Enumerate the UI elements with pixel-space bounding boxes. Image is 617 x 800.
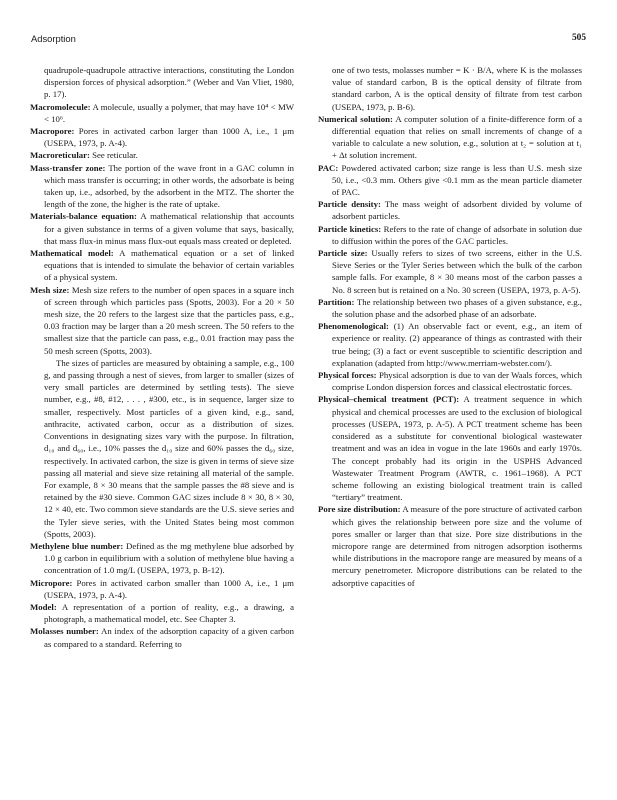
glossary-definition: Powdered activated carbon; size range is less than U.S. mesh size 50, i.e., <0.3 mm. Others give <0.1 mm as the mean particle diameter of PAC. xyxy=(332,162,582,198)
glossary-definition: A mathematical equation or a set of linked equations that is intended to simulate the behavior of certain variables of a physical system. xyxy=(44,248,294,283)
glossary-term: Mesh size: xyxy=(30,284,70,295)
glossary-entry xyxy=(318,296,582,320)
glossary-definition: Physical adsorption is due to van der Waals forces, which comprise London dispersion forces and classical electrostatic forces. xyxy=(332,370,582,393)
glossary-term: Mass-transfer zone: xyxy=(30,162,106,173)
page-number: 505 xyxy=(571,33,586,43)
glossary-term: Model: xyxy=(30,601,57,612)
glossary-term: Particle density: xyxy=(318,199,381,210)
glossary-term: Methylene blue number: xyxy=(30,540,124,551)
glossary-entry xyxy=(30,284,294,357)
glossary-term: Micropore: xyxy=(30,577,73,588)
glossary-definition: A computer solution of a finite-difference form of a differential equation that relies on small increments of change of a variable to calculate a new solution, e.g., solution at t₂ = solution at t₁ + Δt solution increment. xyxy=(332,113,582,161)
glossary-definition: The relationship between two phases of a given substance, e.g., the solution phase and the adsorbed phase of an adsorbate. xyxy=(332,296,582,320)
glossary-entry xyxy=(318,247,582,296)
right-column xyxy=(318,64,582,589)
glossary-entry xyxy=(318,369,582,393)
glossary-definition: Usually refers to sizes of two screens, either in the U.S. Sieve Series or the Tyler Series between which the bulk of the carbon sample falls. For example, 8 × 30 means most of the carbon passes a No. 8 screen but is retained on a No. 30 screen (USEPA, 1973, p. A-5). xyxy=(332,248,582,295)
glossary-entry xyxy=(30,601,294,625)
glossary-term: Physical–chemical treatment (PCT): xyxy=(318,394,460,405)
glossary-term: Particle size: xyxy=(318,248,368,259)
glossary-term: Physical forces: xyxy=(318,370,377,381)
glossary-term: Particle kinetics: xyxy=(318,223,382,234)
glossary-entry xyxy=(30,149,294,161)
glossary-definition: Pores in activated carbon larger than 1000 A, i.e., 1 μm (USEPA, 1973, p. A-4). xyxy=(44,126,294,149)
glossary-entry xyxy=(318,198,582,222)
glossary-entry xyxy=(318,503,582,588)
glossary-definition: Pores in activated carbon smaller than 1000 A, i.e., 1 μm (USEPA, 1973, p. A-4). xyxy=(44,577,294,600)
glossary-entry xyxy=(30,577,294,601)
glossary-definition: (1) An observable fact or event, e.g., an item of experience or reality. (2) appearance of things as contrasted with their true being; (3) a fact or event susceptible to scientific description and explanation (adapted from http://www.merriam-webster.com/). xyxy=(332,321,582,368)
glossary-entry xyxy=(30,125,294,149)
glossary-definition: Defined as the mg methylene blue adsorbed by 1.0 g carbon in equilibrium with a solution of methylene blue having a concentration of 1.0 mg/L (USEPA, 1973, p. B-12). xyxy=(44,540,295,576)
glossary-entry xyxy=(318,113,582,162)
glossary-term: Materials-balance equation: xyxy=(30,211,137,222)
continuation-text: quadrupole-quadrupole attractive interactions, constituting the London dispersion forces of physical adsorption.” (Weber and Van Vliet, 1980, p. 17). xyxy=(44,65,294,100)
glossary-entry xyxy=(30,625,294,649)
glossary-entry xyxy=(30,247,294,284)
glossary-term: Macropore: xyxy=(30,126,75,137)
continuation-text: one of two tests, molasses number = K · B/A, where K is the molasses value of standard carbon, B is the optical density of filtrate from standard carbon, A is the optical density of filtrate from test carbon (USEPA, 1973, p. B-6). xyxy=(332,65,582,112)
glossary-term: Pore size distribution: xyxy=(318,504,401,515)
left-column xyxy=(30,64,294,650)
glossary-definition: The portion of the wave front in a GAC column in which mass transfer is occurring; in other words, the adsorbate is being taken up, i.e., adsorbed, by the adsorbent in the MTZ. The shorter the length of the zone, the higher is the rate of uptake. xyxy=(44,162,295,210)
glossary-term: Phenomenological: xyxy=(318,321,389,332)
glossary-term: Macromolecule: xyxy=(30,101,91,112)
glossary-entry xyxy=(30,101,294,125)
glossary-term: PAC: xyxy=(318,162,339,173)
section-title: Adsorption xyxy=(31,33,76,44)
glossary-definition: A molecule, usually a polymer, that may have 10⁴ < MW < 10⁶. xyxy=(44,101,294,124)
glossary-definition: See reticular. xyxy=(89,150,138,161)
glossary-definition: A measure of the pore structure of activated carbon which gives the relationship between pore size and the volume of pores smaller or larger than that size. Pore size distributions in the micropore range are determined from nitrogen adsorption isotherms while distributions in the macropore range are measured by means of a mercury penetrometer. Micropore distributions can be related to the adsorptive capacities of xyxy=(332,504,582,588)
glossary-definition: Refers to the rate of change of adsorbate in solution due to diffusion within the pores of the GAC particles. xyxy=(332,223,582,246)
glossary-entry xyxy=(318,393,582,503)
glossary-term: Partition: xyxy=(318,296,355,307)
glossary-term: Numerical solution: xyxy=(318,113,393,124)
glossary-entry xyxy=(318,223,582,247)
glossary-definition: Mesh size refers to the number of open spaces in a square inch of screen through which particles pass (Spotts, 2003). For a 20 × 50 mesh size, the 20 refers to the largest size that the particles pass, e.g., 0.03 fraction may be larger than a 20 mesh screen. The 50 refers to the smallest size that the particle can pass, e.g., 0.01 fraction may pass the 50 mesh screen (Spotts, 2003). xyxy=(44,284,294,356)
glossary-term: Mathematical model: xyxy=(30,248,114,259)
running-header xyxy=(31,33,586,47)
glossary-entry xyxy=(30,540,294,577)
glossary-definition: A mathematical relationship that accounts for a given substance in terms of a given volume that says, basically, that mass flux-in minus mass flux-out equals mass created or depleted. xyxy=(44,211,294,246)
glossary-entry xyxy=(30,210,294,247)
glossary-term: Macroreticular: xyxy=(30,150,90,161)
glossary-term: Molasses number: xyxy=(30,626,99,637)
glossary-definition: The mass weight of adsorbent divided by volume of adsorbent particles. xyxy=(332,199,582,222)
glossary-definition: A treatment sequence in which physical and chemical processes are used to the exclusion of biological processes (USEPA, 1973, p. A-5). A PCT treatment scheme has been considered as a substitute for conventional biological wastewater treatment and was an idea in vogue in the late 1960s and early 1970s. The concept probably had its origin in the USPHS Advanced Wastewater Treatment Program (AWTR, c. 1961–1968). A PCT scheme following an existing biological treatment train is called “tertiary” treatment. xyxy=(332,394,582,503)
glossary-entry xyxy=(318,320,582,369)
glossary-entry xyxy=(30,162,294,211)
body-paragraph: The sizes of particles are measured by obtaining a sample, e.g., 100 g, and passing through a nest of sieves, from larger to smaller (sizes of very small particles are determined by settling tests). The sieve number, e.g., #8, #12, . . . , #300, etc., is in sequence, larger size to smaller, respectively. Most particles of a given kind, e.g., sand, anthracite, activated carbon, occur as a distribution of sizes. Conventions in designating sizes vary with the purpose. In filtration, d₁₀ and d₆₀, i.e., 10% passes the d₁₀ size and 60% passes the d₆₀ size, respectively. In activated carbon, the size is given in terms of sieve size passing all material and sieve size retaining all material of the sample. For example, 8 × 30 means that the sample passes the #8 sieve and is retained by the #30 sieve. Common GAC sizes include 8 × 30, 8 × 30, 12 × 40, etc. Two common sieve standards are the U.S. sieve series and the Tyler sieve series, with the United States being most common (Spotts, 2003). xyxy=(44,357,294,539)
glossary-definition: A representation of a portion of reality, e.g., a drawing, a photograph, a mathematical model, etc. See Chapter 3. xyxy=(44,601,294,625)
glossary-definition: An index of the adsorption capacity of a given carbon as compared to a standard. Referring to xyxy=(44,626,294,649)
glossary-entry xyxy=(318,162,582,199)
